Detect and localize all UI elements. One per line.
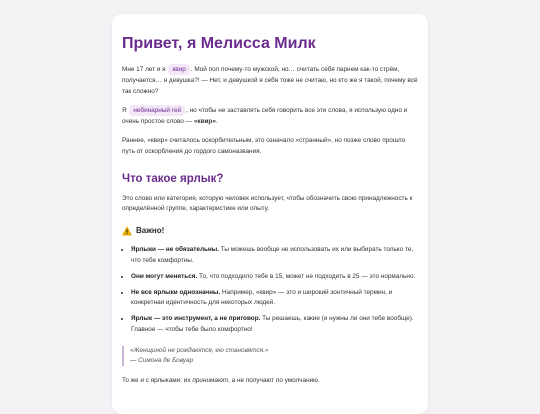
intro-text: . — [215, 118, 218, 126]
list-item — [131, 272, 418, 283]
article-card — [112, 14, 428, 414]
intro-paragraph-1 — [122, 64, 418, 97]
intro-paragraph-2 — [122, 105, 418, 128]
intro-paragraph-3: Раннее, «квир» считалось оскорбительным, это означало «странный», но позже слово прошло путь от оскорбления до гордого самоназвания. — [122, 136, 406, 155]
list-item — [131, 314, 418, 336]
closing-emphasis: принимают — [192, 376, 229, 384]
list-item-text: То, что подходило тебе в 15, может не подходить в 25 — это нормально. — [197, 272, 416, 280]
intro-text: , но чтобы не заставлять себя говорить все эти слова, я использую одно и очень простое слово — — [122, 107, 408, 126]
warning-label: Важно! — [136, 226, 165, 236]
quote-author: — Симона де Бовуар — [130, 356, 194, 364]
closing-paragraph — [122, 376, 418, 387]
list-item-bold: Ярлыки — не обязательны. — [131, 246, 220, 254]
closing-text: То же и с ярлыками: их — [122, 376, 191, 384]
important-list — [122, 245, 418, 336]
tag-nonbinary-gay[interactable]: небинарный гей — [129, 105, 185, 116]
intro-text: . Мой пол почему-то мужской, но… считать себя парнем как-то стрём, получается… я девушка?! — Нет, и девушкой я себя тоже не считаю, но кто же я такой, почему всё так сложно? — [122, 66, 418, 95]
list-item-text: Например, «квир» — это и широкий зонтичный термин, и конкретная идентичность для некоторых людей. — [131, 288, 393, 307]
tag-queer[interactable]: квир — [168, 64, 189, 75]
list-item — [131, 288, 418, 310]
warning-icon — [122, 226, 132, 236]
list-item-text: Ты решаешь, какие (и нужны ли они тебе вообще). Главное — чтобы тебе было комфортно! — [131, 315, 414, 333]
quote-text: «Женщиной не рождаются, ею становятся.» — [130, 346, 269, 354]
list-item-bold: Не все ярлыки однозначны. — [131, 288, 221, 296]
intro-bold: «квир» — [193, 118, 216, 126]
intro-text: Мне 17 лет и я — [122, 66, 166, 73]
list-item-text: Ты можешь вообще не использовать их или выбирать только те, что тебе комфортны. — [131, 246, 414, 264]
page-title: Привет, я Мелисса Милк — [122, 35, 316, 52]
warning-heading — [122, 225, 418, 237]
list-item-bold: Ярлык — это инструмент, а не приговор. — [131, 315, 261, 323]
list-item — [131, 245, 418, 267]
intro-text: Я — [122, 107, 127, 115]
section-title: Что такое ярлык? — [122, 172, 224, 185]
section-text: Это слово или категория, которую человек использует, чтобы обозначить свою принадлежность к определённой группе, характеристике или опыту. — [122, 194, 413, 213]
quote-block — [122, 346, 418, 366]
closing-text: , а не получают по умолчанию. — [228, 376, 320, 384]
list-item-bold: Они могут меняться. — [131, 272, 198, 280]
